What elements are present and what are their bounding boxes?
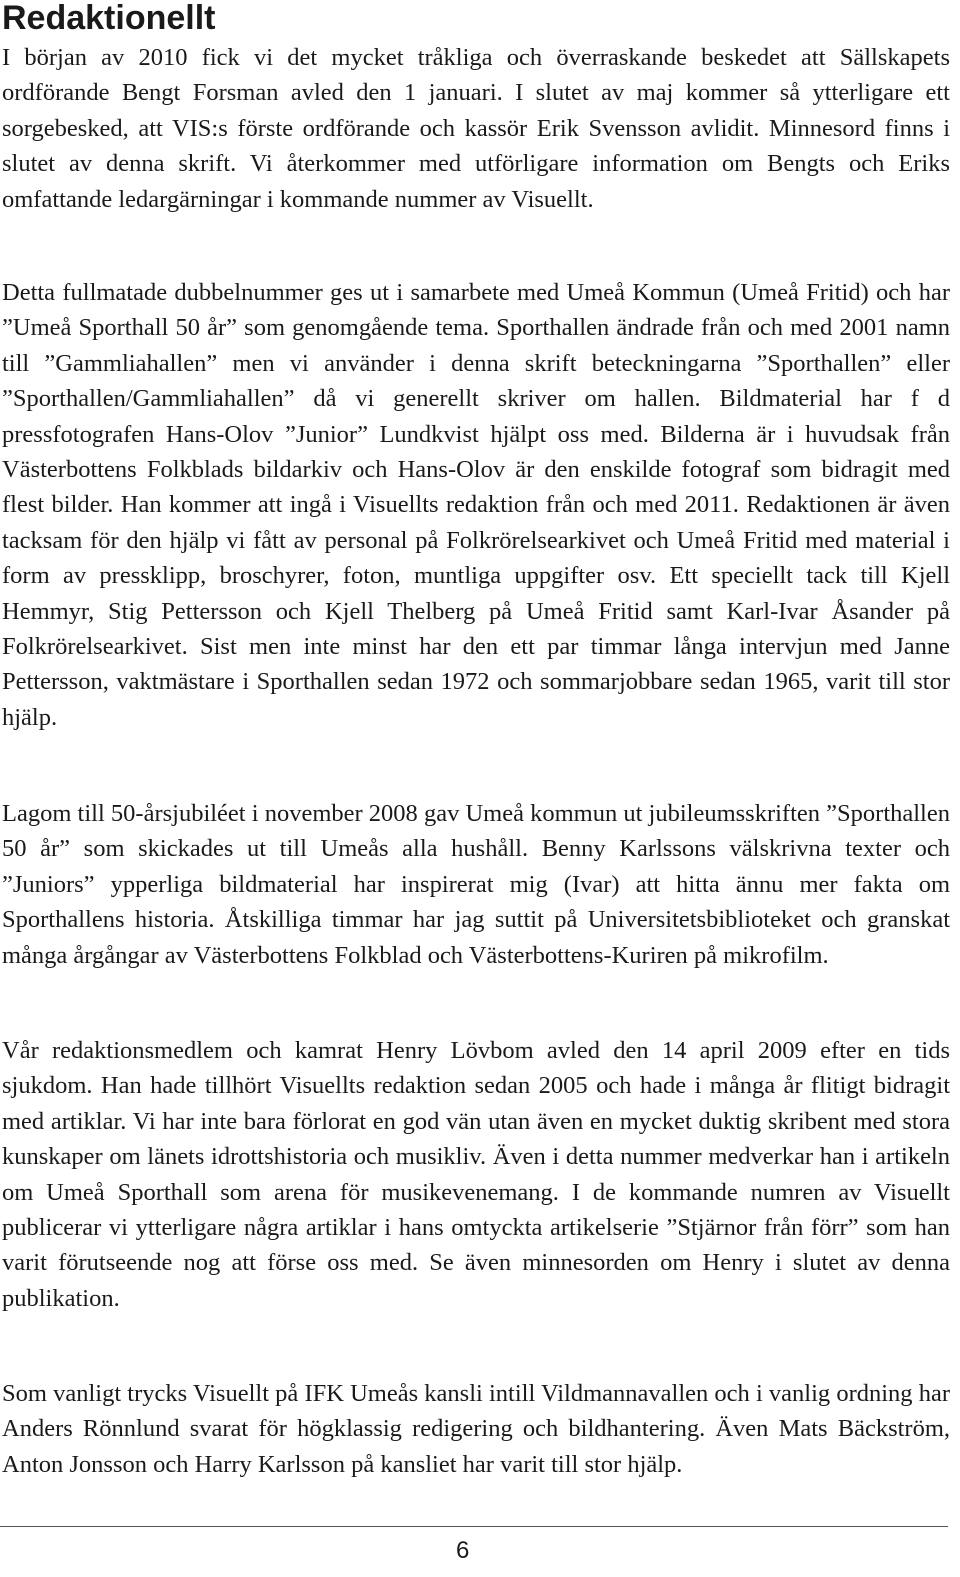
paragraph-1: I början av 2010 fick vi det mycket tråkliga och överraskande beskedet att Sällskapets ordförande Bengt Forsman avled den 1 januari. I slutet av maj kommer så ytterligare ett sorgebesked, att VIS:s förste ordförande och kassör Erik Svensson avlidit. Minnesord finns i slutet av denna skrift. Vi återkommer med utförligare information om Bengts och Eriks omfattande ledargärningar i kommande nummer av Visuellt. [2, 44, 950, 213]
footer-divider [0, 1526, 948, 1527]
paragraph-4: Vår redaktionsmedlem och kamrat Henry Lövbom avled den 14 april 2009 efter en tids sjukdom. Han hade tillhört Visuellts redaktion sedan 2005 och hade i många år flitigt bidragit med artiklar. Vi har inte bara förlorat en god vän utan även en mycket duktig skribent med stora kunskaper om länets idrottshistoria och musikliv. Även i detta nummer medverkar han i artikeln om Umeå Sporthall som arena för musikevenemang. I de kommande numren av Visuellt publicerar vi ytterligare några artiklar i hans omtyckta artikelserie ”Stjärnor från förr” som han varit förutseende nog att förse oss med. Se även minnesorden om Henry i slutet av denna publikation. [2, 1037, 950, 1312]
page-title: Redaktionellt [2, 0, 216, 37]
paragraph-2: Detta fullmatade dubbelnummer ges ut i samarbete med Umeå Kommun (Umeå Fritid) och har ”Umeå Sporthall 50 år” som genomgående tema. Sporthallen ändrade från och med 2001 namn till ”Gammliahallen” men vi använder i denna skrift beteckningarna ”Sporthallen” eller ”Sporthallen/Gammliahallen” då vi generellt skriver om hallen. Bildmaterial har f d pressfotografen Hans-Olov ”Junior” Lundkvist hjälpt oss med. Bilderna är i huvudsak från Västerbottens Folkblads bildarkiv och Hans-Olov är den enskilde fotograf som bidragit med flest bilder. Han kommer att ingå i Visuellts redaktion från och med 2011. Redaktionen är även tacksam för den hjälp vi fått av personal på Folkrörelsearkivet och Umeå Fritid med material i form av pressklipp, broschyrer, foton, muntliga uppgifter osv. Ett speciellt tack till Kjell Hemmyr, Stig Pettersson och Kjell Thelberg på Umeå Fritid samt Karl-Ivar Åsander på Folkrörelsearkivet. Sist men inte minst har den ett par timmar långa intervjun med Janne Pettersson, vaktmästare i Sporthallen sedan 1972 och sommarjobbare sedan 1965, varit till stor hjälp. [2, 279, 950, 731]
page-number: 6 [456, 1537, 470, 1564]
paragraph-5: Som vanligt trycks Visuellt på IFK Umeås kansli intill Vildmannavallen och i vanlig ordning har Anders Rönnlund svarat för högklassig redigering och bildhantering. Även Mats Bäckström, Anton Jonsson och Harry Karlsson på kansliet har varit till stor hjälp. [2, 1380, 950, 1478]
paragraph-3: Lagom till 50-årsjubiléet i november 2008 gav Umeå kommun ut jubileumsskriften ”Sporthallen 50 år” som skickades ut till Umeås alla hushåll. Benny Karlssons välskrivna texter och ”Juniors” ypperliga bildmaterial har inspirerat mig (Ivar) att hitta ännu mer fakta om Sporthallens historia. Åtskilliga timmar har jag suttit på Universitetsbiblioteket och granskat många årgångar av Västerbottens Folkblad och Västerbottens-Kuriren på mikrofilm. [2, 800, 950, 969]
